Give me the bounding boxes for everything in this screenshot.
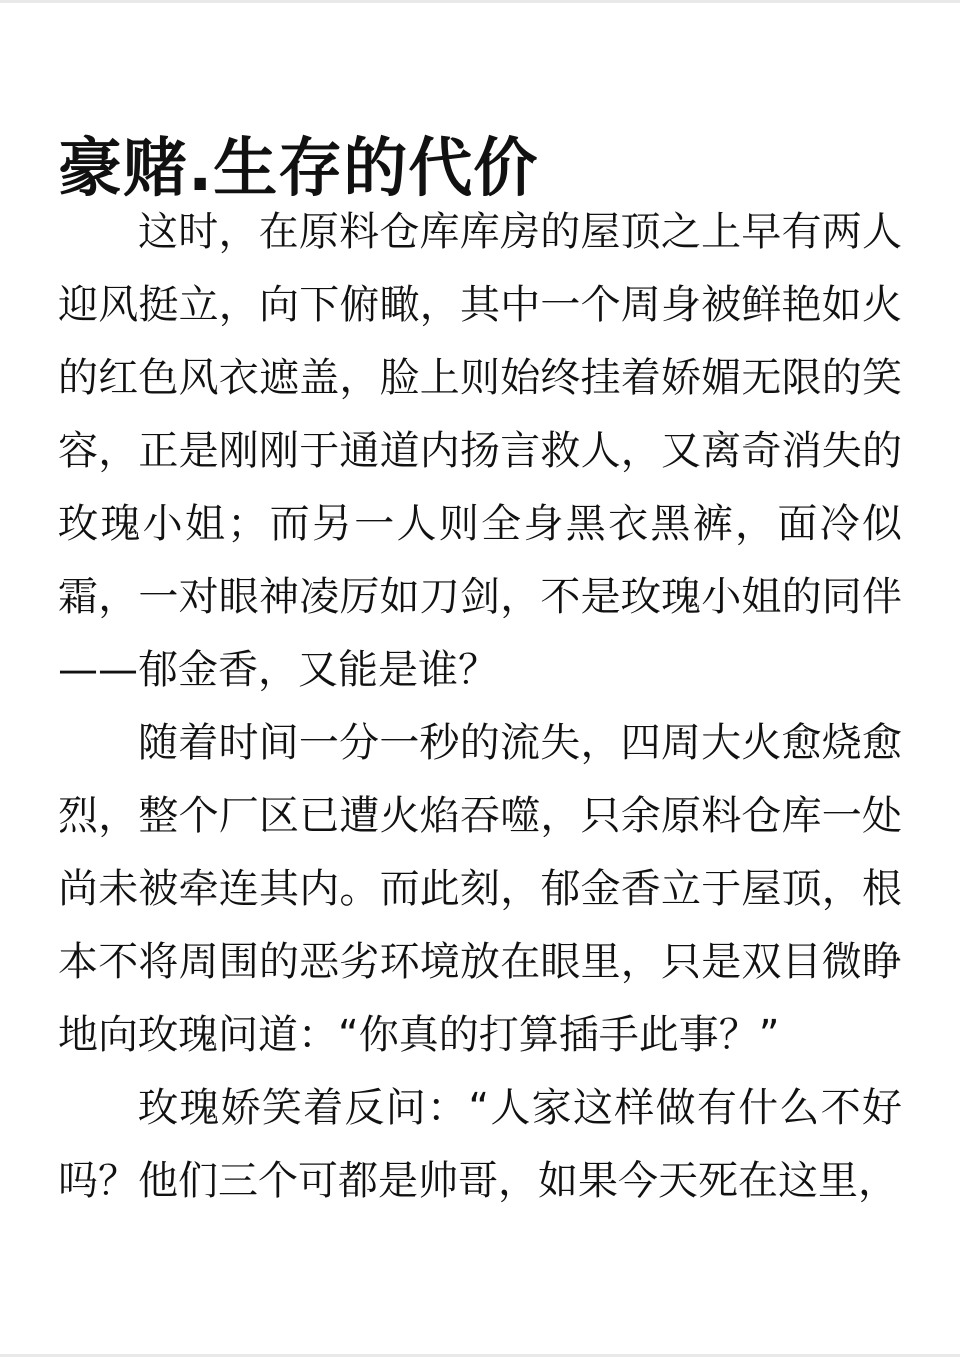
top-divider [0, 0, 960, 3]
chapter-body [58, 196, 902, 1218]
paragraph-3: 玫瑰娇笑着反问：“人家这样做有什么不好吗？他们三个可都是帅哥，如果今天死在这里， [58, 1085, 902, 1204]
paragraph-1: 这时，在原料仓库库房的屋顶之上早有两人迎风挺立，向下俯瞰，其中一个周身被鲜艳如火的红色风衣遮盖，脸上则始终挂着娇媚无限的笑容，正是刚刚于通道内扬言救人，又离奇消失的玫瑰小姐；而另一人则全身黑衣黑裤，面冷似霜，一对眼神凌厉如刀剑，不是玫瑰小姐的同伴——郁金香，又能是谁？ [58, 209, 902, 693]
paragraph-2: 随着时间一分一秒的流失，四周大火愈烧愈烈，整个厂区已遭火焰吞噬，只余原料仓库一处尚未被牵连其内。而此刻，郁金香立于屋顶，根本不将周围的恶劣环境放在眼里，只是双目微睁地向玫瑰问道：“你真的打算插手此事？” [58, 720, 902, 1058]
chapter-title: 豪赌.生存的代价 [58, 131, 539, 206]
